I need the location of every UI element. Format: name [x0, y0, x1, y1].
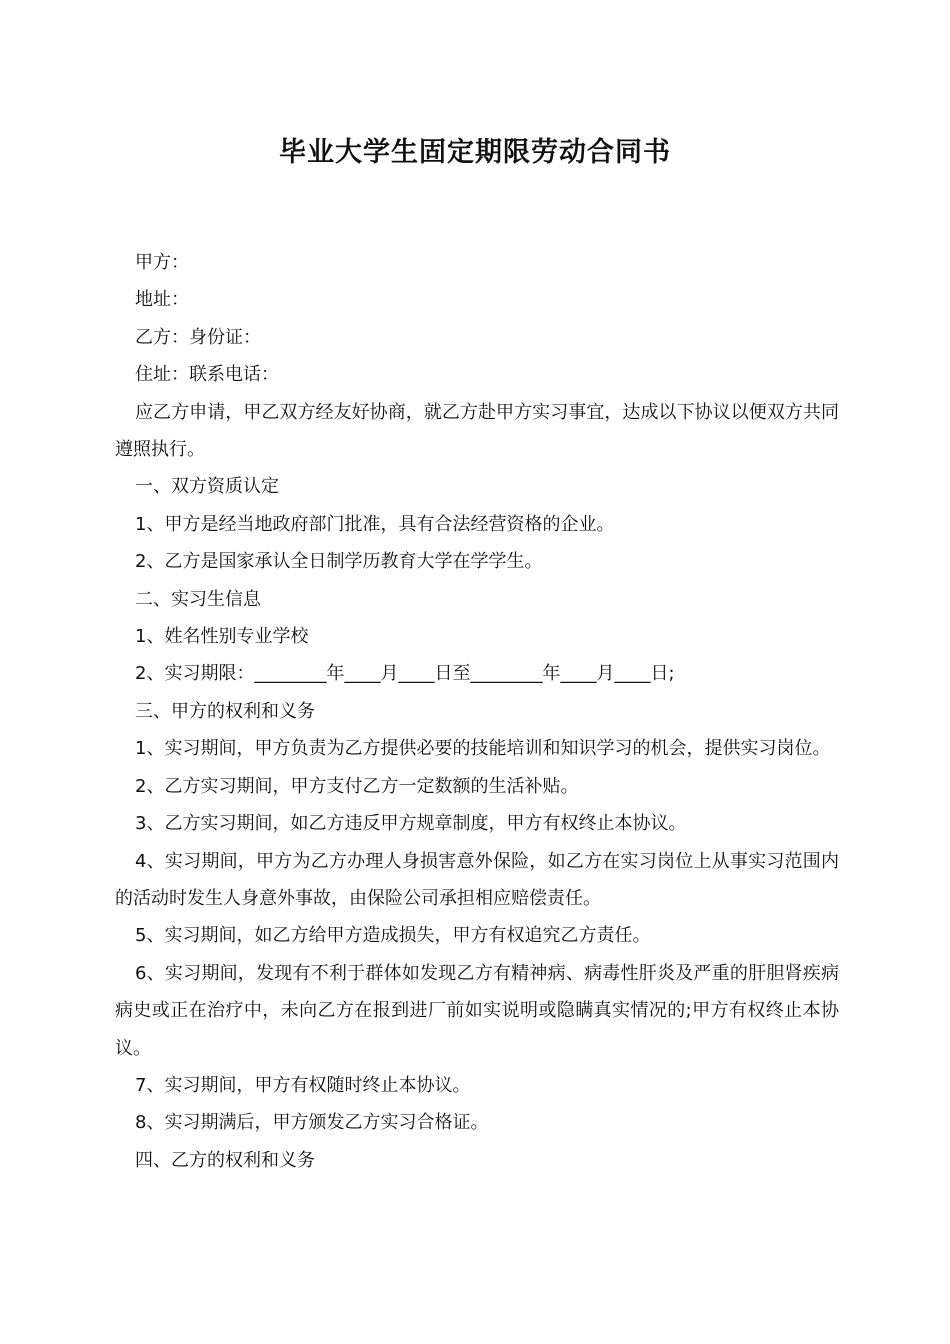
clause-3-1: 1、实习期间，甲方负责为乙方提供必要的技能培训和知识学习的机会，提供实习岗位。 — [135, 738, 831, 760]
party-a-address-line: 地址： — [135, 289, 189, 311]
preamble-paragraph: 应乙方申请，甲乙双方经友好协商，就乙方赴甲方实习事宜，达成以下协议以便双方共同遵照执行。 — [115, 401, 839, 461]
section-heading-1: 一、双方资质认定 — [135, 476, 279, 498]
section-heading-4: 四、乙方的权利和义务 — [135, 1149, 315, 1171]
clause-3-2: 2、乙方实习期间，甲方支付乙方一定数额的生活补贴。 — [135, 775, 579, 797]
party-b-address-phone-line: 住址：联系电话： — [135, 364, 279, 386]
clause-3-4: 4、实习期间，甲方为乙方办理人身损害意外保险，如乙方在实习岗位上从事实习范围内的活动时发生人身意外事故，由保险公司承担相应赔偿责任。 — [115, 850, 839, 909]
clause-3-8: 8、实习期满后，甲方颁发乙方实习合格证。 — [135, 1112, 489, 1134]
clause-1-1: 1、甲方是经当地政府部门批准，具有合法经营资格的企业。 — [135, 513, 615, 535]
clause-2-2: 2、实习期限：________年____月____日至________年____月____日; — [135, 663, 675, 685]
clause-3-5: 5、实习期间，如乙方给甲方造成损失，甲方有权追究乙方责任。 — [135, 925, 651, 947]
section-heading-3: 三、甲方的权利和义务 — [135, 700, 315, 722]
clause-2-1: 1、姓名性别专业学校 — [135, 626, 309, 648]
document-title: 毕业大学生固定期限劳动合同书 — [279, 137, 671, 168]
party-b-id-line: 乙方：身份证： — [135, 326, 261, 348]
document-body — [115, 244, 839, 1179]
clause-3-6: 6、实习期间，发现有不利于群体如发现乙方有精神病、病毒性肝炎及严重的肝胆肾疾病病史或正在治疗中，未向乙方在报到进厂前如实说明或隐瞒真实情况的;甲方有权终止本协议。 — [115, 962, 839, 1059]
clause-3-7: 7、实习期间，甲方有权随时终止本协议。 — [135, 1074, 471, 1096]
clause-3-3: 3、乙方实习期间，如乙方违反甲方规章制度，甲方有权终止本协议。 — [135, 813, 687, 835]
clause-1-2: 2、乙方是国家承认全日制学历教育大学在学学生。 — [135, 551, 543, 573]
party-a-line: 甲方： — [135, 252, 189, 273]
section-heading-2: 二、实习生信息 — [135, 588, 261, 610]
